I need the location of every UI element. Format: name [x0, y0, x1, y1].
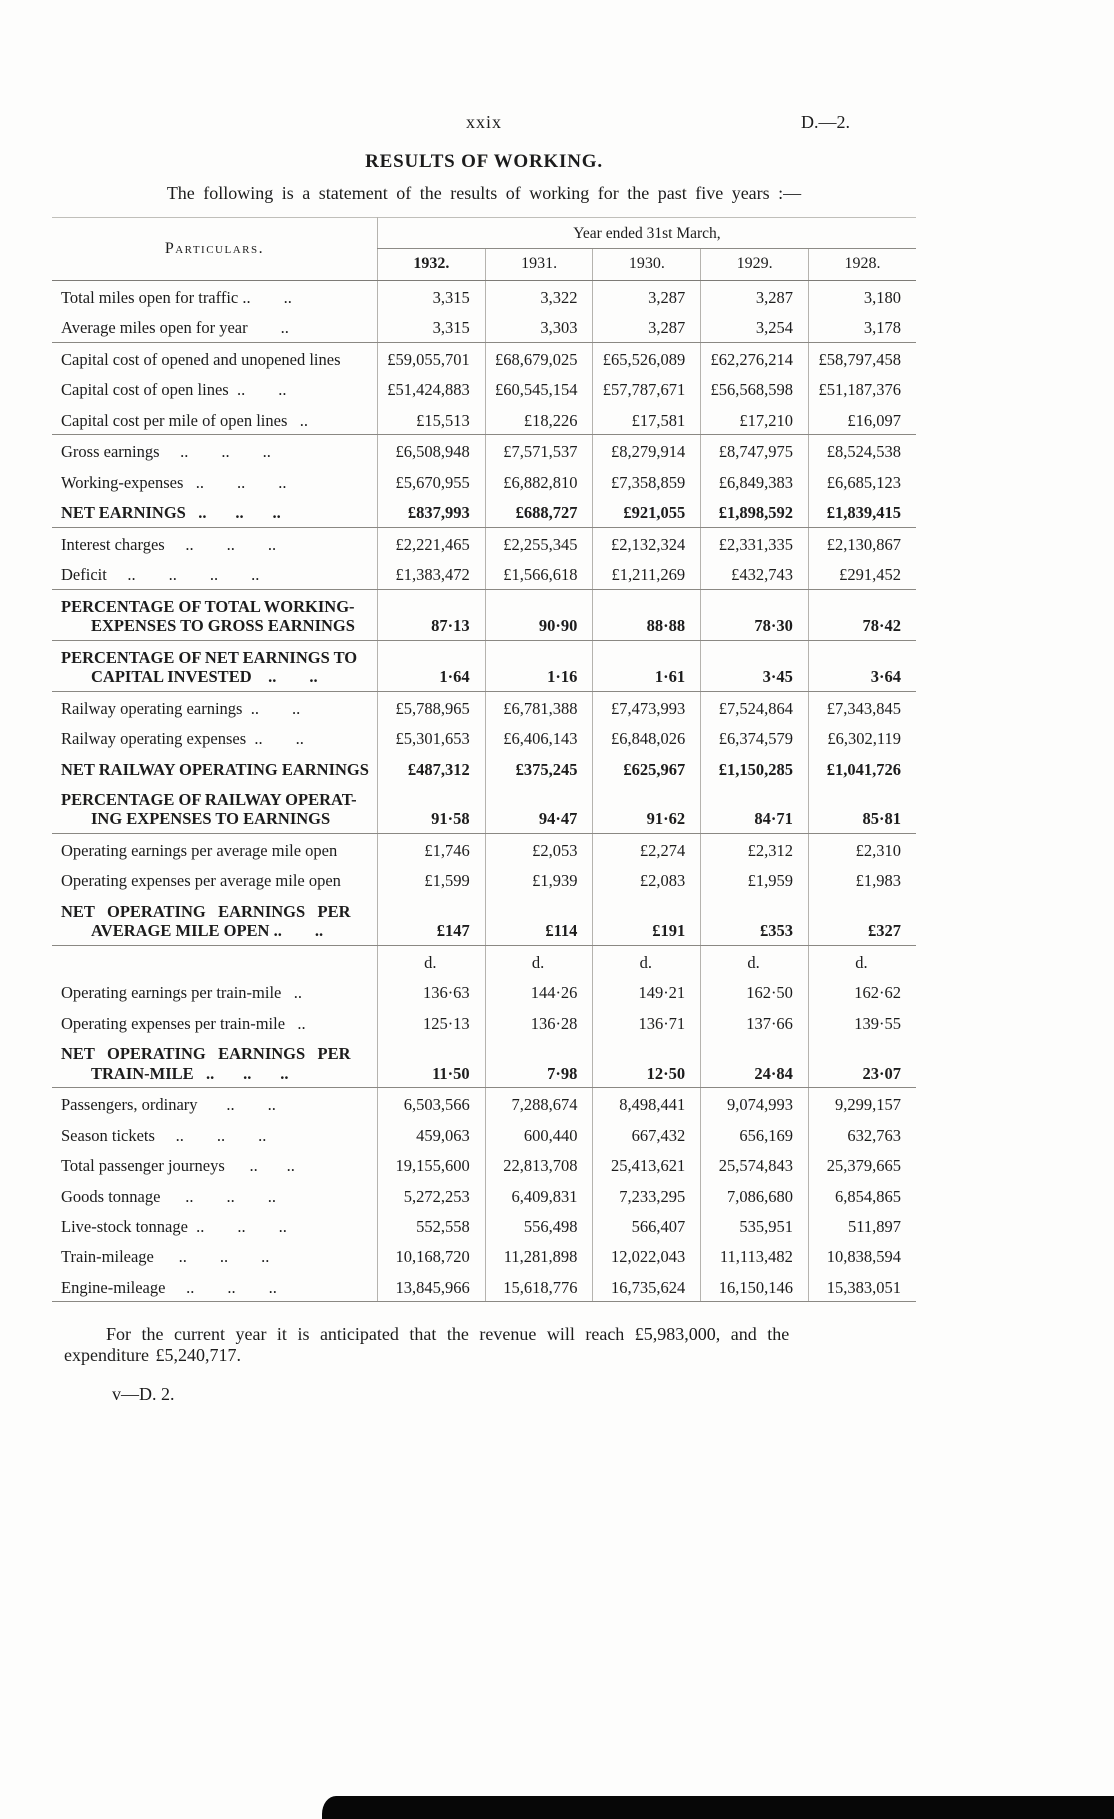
footer-line: For the current year it is anticipated that the revenue will reach £5,983,000, and the [106, 1324, 790, 1345]
year-col-header: 1931. [485, 249, 593, 281]
cell-value: £16,097 [808, 404, 916, 435]
cell-value: 15,383,051 [808, 1271, 916, 1302]
cell-value: 667,432 [593, 1119, 701, 1149]
table-row [52, 895, 916, 945]
document-page [52, 0, 916, 1405]
cell-value: £65,526,089 [593, 342, 701, 373]
cell-value: £59,055,701 [377, 342, 485, 373]
cell-value: 84·71 [701, 783, 809, 833]
row-label [52, 895, 377, 945]
cell-value: 125·13 [377, 1007, 485, 1037]
year-col-header: 1929. [701, 249, 809, 281]
scan-edge-artifact [322, 1796, 1114, 1819]
cell-value: 10,838,594 [808, 1240, 916, 1270]
table-row [52, 435, 916, 466]
cell-value: £1,211,269 [593, 558, 701, 589]
subtitle: The following is a statement of the results of working for the past five years :— [166, 183, 802, 203]
cell-value: £68,679,025 [485, 342, 593, 373]
table-body [52, 281, 916, 1302]
row-label: Average miles open for year .. [52, 311, 377, 342]
cell-value: £2,221,465 [377, 527, 485, 558]
particulars-header: Particulars. [52, 218, 377, 281]
cell-value: 10,168,720 [377, 1240, 485, 1270]
table-row [52, 1119, 916, 1149]
year-span-header: Year ended 31st March, [377, 218, 916, 249]
row-label: Capital cost of opened and unopened lines [61, 349, 341, 369]
page-header [52, 112, 916, 136]
cell-value: 3·45 [701, 640, 809, 691]
cell-value: 90·90 [485, 589, 593, 640]
cell-value: 3,322 [485, 281, 593, 312]
cell-value: 1·64 [377, 640, 485, 691]
table-header [52, 218, 916, 281]
table-row [52, 640, 916, 691]
cell-value: 3,254 [701, 311, 809, 342]
year-col-header: 1930. [593, 249, 701, 281]
cell-value: £2,310 [808, 833, 916, 864]
cell-value: £7,343,845 [808, 691, 916, 722]
cell-value: 556,498 [485, 1210, 593, 1240]
cell-value: £1,599 [377, 864, 485, 894]
row-label: Operating expenses per average mile open [61, 871, 341, 891]
cell-value: 25,574,843 [701, 1149, 809, 1179]
table-row [52, 373, 916, 403]
cell-value: £432,743 [701, 558, 809, 589]
row-label: Operating expenses per train-mile .. [61, 1013, 306, 1033]
cell-value: £51,187,376 [808, 373, 916, 403]
cell-value: £6,882,810 [485, 466, 593, 496]
table-row [52, 1240, 916, 1270]
cell-value: £147 [377, 895, 485, 945]
row-label-line: NET OPERATING EARNINGS PER [61, 901, 351, 921]
cell-value: 3,287 [701, 281, 809, 312]
row-label-line: TRAIN-MILE .. .. .. [91, 1063, 289, 1083]
row-label-line: AVERAGE MILE OPEN .. .. [91, 921, 324, 941]
cell-value: 600,440 [485, 1119, 593, 1149]
row-label: NET EARNINGS .. .. .. [52, 496, 377, 527]
cell-value: 3,287 [593, 281, 701, 312]
cell-value: 12,022,043 [593, 1240, 701, 1270]
cell-value: d. [701, 945, 809, 976]
row-label: Operating earnings per train-mile .. [61, 983, 302, 1003]
cell-value: £6,374,579 [701, 722, 809, 752]
cell-value: £2,312 [701, 833, 809, 864]
cell-value: 11,281,898 [485, 1240, 593, 1270]
table-row [52, 976, 916, 1006]
cell-value: 144·26 [485, 976, 593, 1006]
row-label [52, 640, 377, 691]
table-row [52, 945, 916, 976]
table-row [52, 527, 916, 558]
table-row [52, 558, 916, 589]
cell-value: £1,898,592 [701, 496, 809, 527]
year-col-header: 1932. [377, 249, 485, 281]
cell-value: £1,383,472 [377, 558, 485, 589]
row-label: Capital cost of open lines .. .. [61, 380, 287, 400]
page-number: xxix [465, 112, 503, 132]
cell-value: 6,854,865 [808, 1180, 916, 1210]
table-row [52, 1210, 916, 1240]
cell-value: £6,781,388 [485, 691, 593, 722]
cell-value: 136·63 [377, 976, 485, 1006]
cell-value: 7,086,680 [701, 1180, 809, 1210]
cell-value: d. [485, 945, 593, 976]
cell-value: 9,074,993 [701, 1088, 809, 1119]
page-title: RESULTS OF WORKING. [365, 151, 603, 172]
row-label: Gross earnings .. .. .. [61, 442, 271, 462]
cell-value: 7,288,674 [485, 1088, 593, 1119]
cell-value: £375,245 [485, 753, 593, 783]
cell-value: 25,413,621 [593, 1149, 701, 1179]
cell-value: 16,150,146 [701, 1271, 809, 1302]
cell-value: 85·81 [808, 783, 916, 833]
cell-value: £837,993 [377, 496, 485, 527]
row-label [52, 1037, 377, 1087]
table-row [52, 722, 916, 752]
cell-value: 15,618,776 [485, 1271, 593, 1302]
cell-value: 3,178 [808, 311, 916, 342]
cell-value: d. [808, 945, 916, 976]
table-row [52, 589, 916, 640]
cell-value: £1,939 [485, 864, 593, 894]
cell-value: £1,566,618 [485, 558, 593, 589]
table-row [52, 1088, 916, 1119]
cell-value: 3,303 [485, 311, 593, 342]
cell-value: £2,274 [593, 833, 701, 864]
cell-value: £5,670,955 [377, 466, 485, 496]
cell-value: 91·58 [377, 783, 485, 833]
table-row [52, 496, 916, 527]
cell-value: £625,967 [593, 753, 701, 783]
row-label-line: EXPENSES TO GROSS EARNINGS [91, 616, 355, 636]
row-label: Total miles open for traffic .. .. [61, 288, 292, 307]
cell-value: £62,276,214 [701, 342, 809, 373]
cell-value: 6,503,566 [377, 1088, 485, 1119]
cell-value: £2,255,345 [485, 527, 593, 558]
table-row [52, 466, 916, 496]
cell-value: £7,473,993 [593, 691, 701, 722]
cell-value: £688,727 [485, 496, 593, 527]
cell-value: 24·84 [701, 1037, 809, 1087]
cell-value: £487,312 [377, 753, 485, 783]
table-row [52, 783, 916, 833]
cell-value: £7,524,864 [701, 691, 809, 722]
footer-line: expenditure £5,240,717. [64, 1345, 241, 1366]
cell-value: 535,951 [701, 1210, 809, 1240]
row-label-line: PERCENTAGE OF TOTAL WORKING- [61, 596, 355, 616]
cell-value: 9,299,157 [808, 1088, 916, 1119]
cell-value: £18,226 [485, 404, 593, 435]
cell-value: £1,959 [701, 864, 809, 894]
table-row [52, 311, 916, 342]
row-label-line: ING EXPENSES TO EARNINGS [91, 809, 331, 829]
cell-value: £1,041,726 [808, 753, 916, 783]
table-row [52, 864, 916, 894]
cell-value: £17,210 [701, 404, 809, 435]
row-label: NET RAILWAY OPERATING EARNINGS [61, 759, 369, 779]
cell-value: 87·13 [377, 589, 485, 640]
cell-value: 3·64 [808, 640, 916, 691]
row-label: Railway operating earnings .. .. [61, 698, 301, 718]
cell-value: d. [593, 945, 701, 976]
cell-value: £15,513 [377, 404, 485, 435]
results-of-working-table [52, 217, 916, 1302]
cell-value: 5,272,253 [377, 1180, 485, 1210]
cell-value: £56,568,598 [701, 373, 809, 403]
row-label: Passengers, ordinary .. .. [61, 1095, 276, 1115]
row-label: Engine-mileage .. .. .. [52, 1271, 377, 1302]
cell-value: £6,302,119 [808, 722, 916, 752]
cell-value: £6,406,143 [485, 722, 593, 752]
cell-value: 13,845,966 [377, 1271, 485, 1302]
cell-value: £327 [808, 895, 916, 945]
cell-value: £7,571,537 [485, 435, 593, 466]
cell-value: £5,788,965 [377, 691, 485, 722]
cell-value: £191 [593, 895, 701, 945]
cell-value: £57,787,671 [593, 373, 701, 403]
cell-value: 7,233,295 [593, 1180, 701, 1210]
row-label: Train-mileage .. .. .. [61, 1247, 270, 1267]
cell-value: 23·07 [808, 1037, 916, 1087]
cell-value: 136·71 [593, 1007, 701, 1037]
cell-value: £353 [701, 895, 809, 945]
cell-value: 149·21 [593, 976, 701, 1006]
cell-value: £8,524,538 [808, 435, 916, 466]
cell-value: 25,379,665 [808, 1149, 916, 1179]
row-label-line: PERCENTAGE OF RAILWAY OPERAT- [61, 789, 357, 809]
row-label: Total passenger journeys .. .. [61, 1156, 295, 1176]
cell-value: £60,545,154 [485, 373, 593, 403]
cell-value: £5,301,653 [377, 722, 485, 752]
cell-value: 3,287 [593, 311, 701, 342]
table-row [52, 281, 916, 312]
row-label-line: CAPITAL INVESTED .. .. [91, 667, 318, 687]
cell-value: £2,130,867 [808, 527, 916, 558]
cell-value: £2,132,324 [593, 527, 701, 558]
row-label: Capital cost per mile of open lines .. [52, 404, 377, 435]
year-col-header: 1928. [808, 249, 916, 281]
table-row [52, 1149, 916, 1179]
cell-value: £291,452 [808, 558, 916, 589]
row-label [52, 945, 377, 976]
table-row [52, 691, 916, 722]
cell-value: 632,763 [808, 1119, 916, 1149]
cell-value: £1,983 [808, 864, 916, 894]
cell-value: 1·16 [485, 640, 593, 691]
cell-value: 6,409,831 [485, 1180, 593, 1210]
row-label: Live-stock tonnage .. .. .. [61, 1217, 287, 1236]
cell-value: 94·47 [485, 783, 593, 833]
cell-value: 19,155,600 [377, 1149, 485, 1179]
cell-value: 552,558 [377, 1210, 485, 1240]
table-row [52, 833, 916, 864]
cell-value: 459,063 [377, 1119, 485, 1149]
cell-value: £114 [485, 895, 593, 945]
cell-value: 136·28 [485, 1007, 593, 1037]
footer-paragraph [64, 1324, 910, 1366]
cell-value: 162·50 [701, 976, 809, 1006]
cell-value: £921,055 [593, 496, 701, 527]
cell-value: 3,315 [377, 281, 485, 312]
cell-value: £51,424,883 [377, 373, 485, 403]
table-row [52, 342, 916, 373]
row-label: Railway operating expenses .. .. [61, 729, 304, 749]
cell-value: 11·50 [377, 1037, 485, 1087]
row-label-line: NET OPERATING EARNINGS PER [61, 1044, 351, 1064]
cell-value: £6,685,123 [808, 466, 916, 496]
cell-value: £7,358,859 [593, 466, 701, 496]
doc-reference: D.—2. [801, 112, 850, 132]
cell-value: £2,331,335 [701, 527, 809, 558]
cell-value: £2,083 [593, 864, 701, 894]
cell-value: 78·42 [808, 589, 916, 640]
row-label: Deficit .. .. .. .. [52, 558, 377, 589]
table-row [52, 1271, 916, 1302]
row-label [52, 783, 377, 833]
cell-value: 22,813,708 [485, 1149, 593, 1179]
cell-value: 511,897 [808, 1210, 916, 1240]
cell-value: £2,053 [485, 833, 593, 864]
cell-value: 7·98 [485, 1037, 593, 1087]
row-label: Working-expenses .. .. .. [61, 472, 287, 492]
cell-value: 91·62 [593, 783, 701, 833]
cell-value: 11,113,482 [701, 1240, 809, 1270]
table-row [52, 1037, 916, 1087]
row-label: Interest charges .. .. .. [61, 534, 277, 554]
cell-value: 3,315 [377, 311, 485, 342]
cell-value: £6,849,383 [701, 466, 809, 496]
cell-value: £17,581 [593, 404, 701, 435]
cell-value: 137·66 [701, 1007, 809, 1037]
cell-value: 566,407 [593, 1210, 701, 1240]
row-label: Season tickets .. .. .. [61, 1125, 267, 1145]
cell-value: 12·50 [593, 1037, 701, 1087]
cell-value: 1·61 [593, 640, 701, 691]
table-row [52, 1180, 916, 1210]
table-row [52, 753, 916, 783]
cell-value: 78·30 [701, 589, 809, 640]
cell-value: £58,797,458 [808, 342, 916, 373]
row-label [52, 589, 377, 640]
cell-value: £1,746 [377, 833, 485, 864]
cell-value: 88·88 [593, 589, 701, 640]
cell-value: 162·62 [808, 976, 916, 1006]
footer-signature: v—D. 2. [112, 1384, 175, 1405]
cell-value: 3,180 [808, 281, 916, 312]
cell-value: 16,735,624 [593, 1271, 701, 1302]
cell-value: £6,508,948 [377, 435, 485, 466]
row-label: Operating earnings per average mile open [61, 840, 338, 860]
table-row [52, 1007, 916, 1037]
cell-value: 139·55 [808, 1007, 916, 1037]
cell-value: £8,747,975 [701, 435, 809, 466]
cell-value: £1,839,415 [808, 496, 916, 527]
cell-value: 8,498,441 [593, 1088, 701, 1119]
row-label-line: PERCENTAGE OF NET EARNINGS TO [61, 647, 358, 667]
cell-value: £8,279,914 [593, 435, 701, 466]
cell-value: £1,150,285 [701, 753, 809, 783]
table-row [52, 404, 916, 435]
cell-value: £6,848,026 [593, 722, 701, 752]
cell-value: d. [377, 945, 485, 976]
row-label: Goods tonnage .. .. .. [61, 1186, 276, 1206]
cell-value: 656,169 [701, 1119, 809, 1149]
